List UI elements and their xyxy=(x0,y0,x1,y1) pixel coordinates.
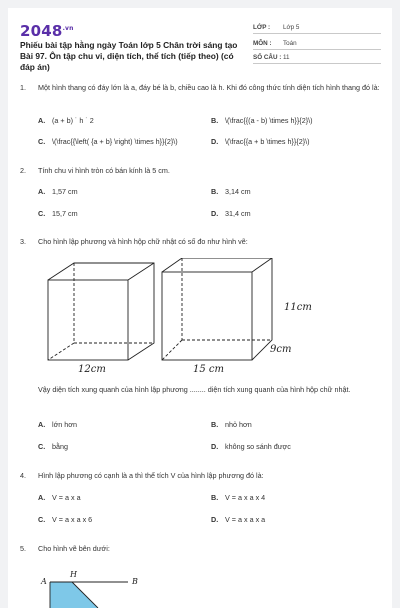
box-back-edges xyxy=(162,258,272,360)
cube-front-face xyxy=(48,280,128,360)
point-h-label: H xyxy=(70,570,77,579)
cube-edge-label: 12cm xyxy=(78,364,106,375)
meta-subject-value: Toán xyxy=(283,40,297,47)
shaded-triangle xyxy=(50,582,98,608)
worksheet-title: Phiếu bài tập hằng ngày Toán lớp 5 Chân trời sáng tạo Bài 97. Ôn tập chu vi, diện tích, thể tích (tiếp theo) (có đáp án) xyxy=(20,40,238,72)
question-number: 4. xyxy=(20,471,26,480)
cube-hidden-edges xyxy=(48,263,154,360)
meta-class xyxy=(253,22,381,34)
meta-question-count-value: 11 xyxy=(283,54,290,61)
question-text: Cho hình lập phương và hình hộp chữ nhật có số đo như hình vẽ: xyxy=(38,237,248,246)
meta-subject-label: MÔN : xyxy=(253,40,272,47)
cube-and-box-figure xyxy=(38,258,328,376)
point-a-label: A xyxy=(41,577,47,586)
question-text: Vậy diện tích xung quanh của hình lập phương ........ diện tích xung quanh của hình hộp chữ nhật. xyxy=(38,385,351,394)
question-number: 2. xyxy=(20,166,26,175)
box-edge xyxy=(252,258,272,272)
box-length-label: 15 cm xyxy=(193,364,224,375)
trapezoid-figure xyxy=(38,564,158,608)
question-number: 1. xyxy=(20,83,26,92)
question-text: Tính chu vi hình tròn có bán kính là 5 cm. xyxy=(38,166,170,175)
meta-question-count-label: SỐ CÂU : xyxy=(253,54,282,61)
cube-back-edges xyxy=(48,263,154,360)
box-width-label: 9cm xyxy=(270,344,292,355)
box-front-face xyxy=(162,272,252,360)
question-text: Một hình thang có đáy lớn là a, đáy bé là b, chiều cao là h. Khi đó công thức tính diện tích hình thang đó là: xyxy=(38,83,380,92)
meta-question-count xyxy=(253,52,381,64)
question-number: 5. xyxy=(20,544,26,553)
question-text: Hình lập phương có cạnh là a thì thể tích V của hình lập phương đó là: xyxy=(38,471,264,480)
box-height-label: 11cm xyxy=(284,302,312,313)
box-hidden-edges xyxy=(162,258,272,360)
meta-class-value: Lớp 5 xyxy=(283,24,300,31)
meta-class-label: LỚP : xyxy=(253,24,271,31)
meta-subject xyxy=(253,38,381,50)
point-b-label: B xyxy=(132,577,138,586)
cube-edge xyxy=(128,263,154,280)
site-logo[interactable]: $2048^{.vn}$ xyxy=(20,22,74,40)
worksheet-page: $2048^{.vn}$ Phiếu bài tập hằng ngày Toán lớp 5 Chân trời sáng tạo Bài 97. Ôn tập chu vi, diện tích, thể tích (tiếp theo) (có đáp án) LỚP : Lớp 5 MÔN : Toán SỐ CÂU : 11 1. Một hình thang có đáy lớn là a, đáy bé là b, chiều cao là h. Khi đó công thức tính diện tích hình thang đó là: A. (a + b) ˙ h ˙ 2 B. \(\frac{{(a - b) \times h}}{2}\) C. \(\frac{{\left( {a + b} \right) \times h}}{2}\) D. \(\frac{{a + b \times h}}{2}\) 2. Tính chu vi hình tròn có bán kính là 5 cm. A. 1,57 cm B. 3,14 cm C. 15,7 cm D. 31,4 cm 3. Cho hình lập phương và hình hộp chữ nhật có số đo như hình vẽ: 12cm 15 cm 11cm 9cm Vậy diện tích xung quanh của hình lập phương ........ diện tích xung quanh của hình hộp chữ nhật. A. lớn hơn B. nhỏ hơn C. bằng D. không so sánh được 4. Hình lập phương có cạnh là a thì thể tích V của hình lập phương đó là: A. V = a x a B. V = a x a x 4 C. V = a x a x 6 D. V = a x a x a 5. Cho hình vẽ bên dưới: A H B xyxy=(8,8,392,608)
question-text: Cho hình vẽ bên dưới: xyxy=(38,544,110,553)
question-number: 3. xyxy=(20,237,26,246)
